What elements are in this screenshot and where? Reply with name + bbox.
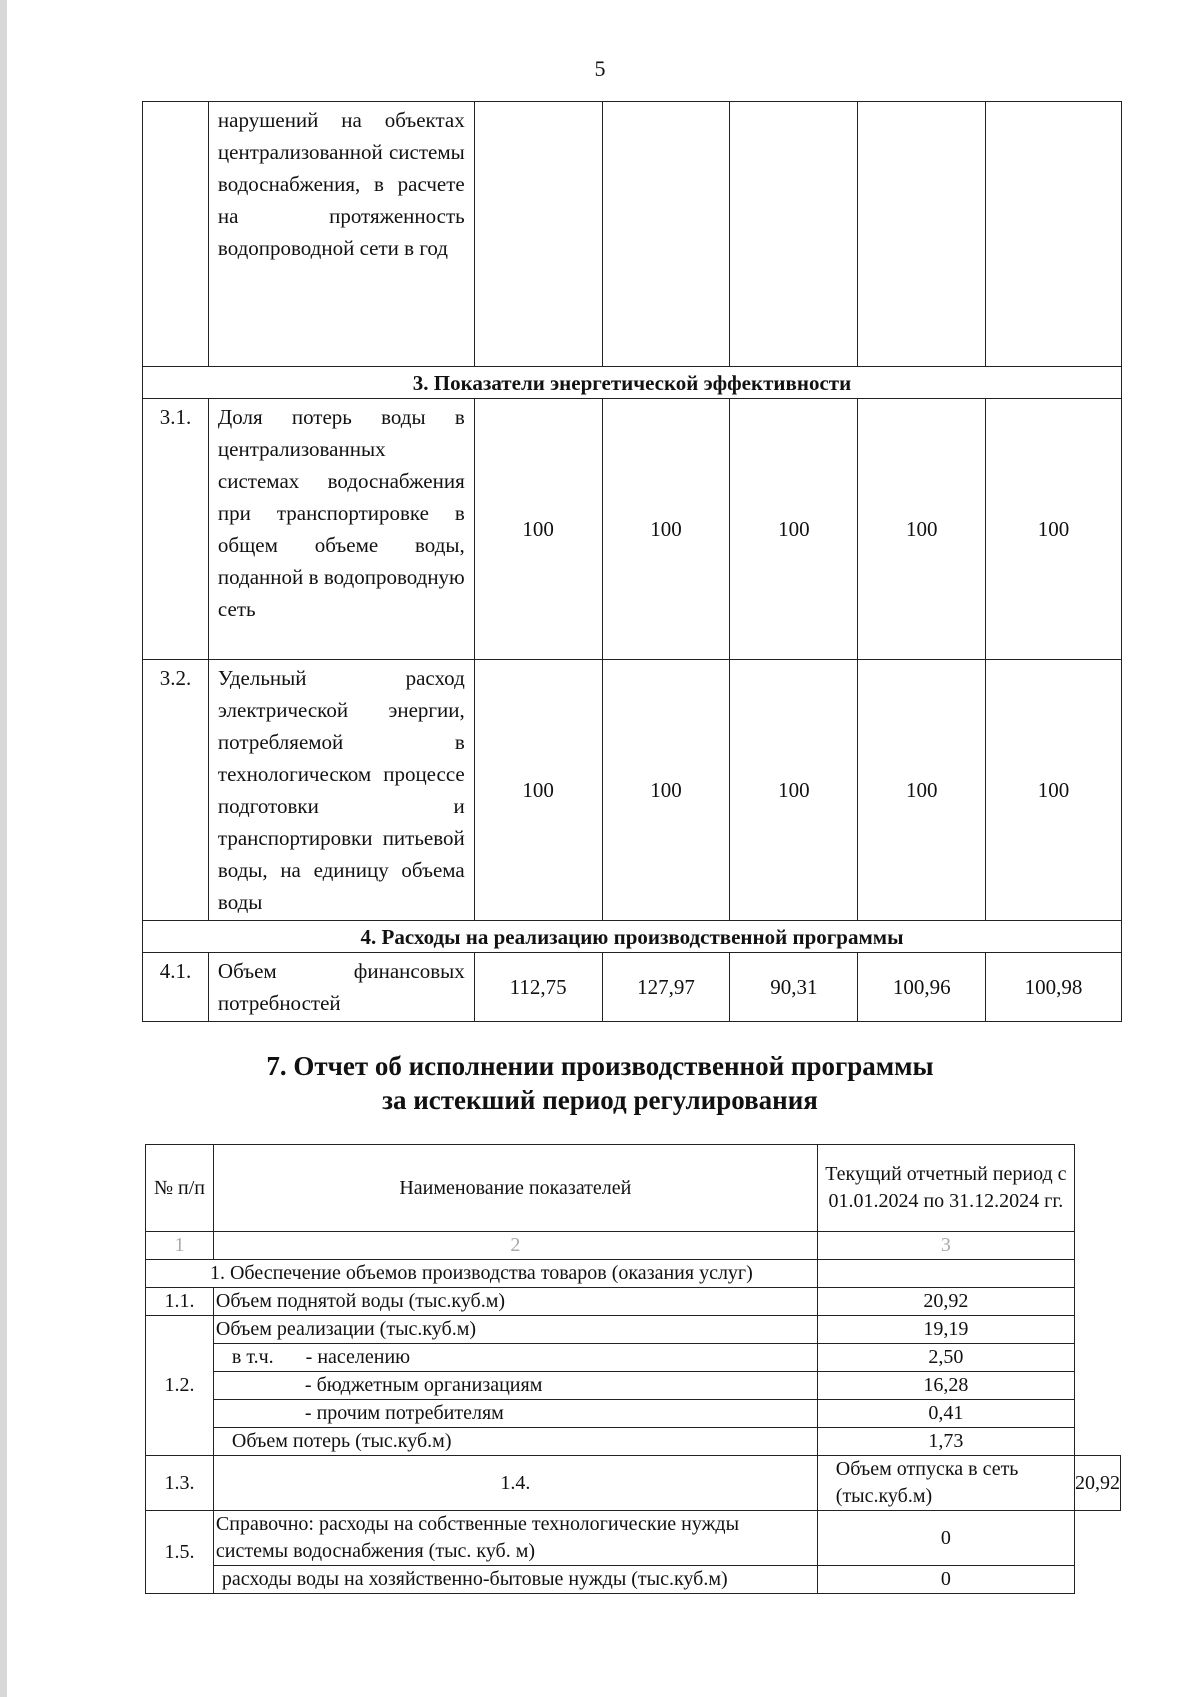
page-number: 5 bbox=[594, 56, 606, 81]
indicator-name: Справочно: расходы на собственные технологические нужды системы водоснабжения (тыс. куб. м) bbox=[213, 1511, 817, 1566]
table-row bbox=[143, 399, 1122, 660]
indicators-table bbox=[142, 101, 1122, 1022]
indicator-name: Объем отпуска в сеть (тыс.куб.м) bbox=[817, 1456, 1074, 1511]
section-title: 3. Показатели энергетической эффективности bbox=[143, 367, 1122, 399]
row-number: 4.1. bbox=[143, 953, 209, 1022]
row-number: 1.3. bbox=[146, 1456, 214, 1511]
table-row bbox=[146, 1566, 1121, 1594]
value-cell: 100 bbox=[730, 399, 858, 660]
report-table bbox=[145, 1144, 1121, 1594]
header-row bbox=[146, 1145, 1121, 1232]
table-row bbox=[146, 1456, 1121, 1511]
row-number: 1.2. bbox=[146, 1316, 214, 1456]
indicator-name: Доля потерь воды в централизованных системах водоснабжения при транспортировке в общем объеме воды, поданной в водопроводную сеть bbox=[208, 399, 474, 660]
value-cell: 100,98 bbox=[986, 953, 1122, 1022]
scan-edge bbox=[0, 0, 7, 1697]
header-col-num: № п/п bbox=[146, 1145, 214, 1232]
value-cell: 100,96 bbox=[858, 953, 986, 1022]
report-heading-line2: за истекший период регулирования bbox=[382, 1085, 818, 1115]
value-cell bbox=[858, 102, 986, 367]
value-cell: 100 bbox=[858, 399, 986, 660]
section-title: 4. Расходы на реализацию производственной программы bbox=[143, 921, 1122, 953]
indicator-name: нарушений на объектах централизованной системы водоснабжения, в расчете на протяженность водопроводной сети в год bbox=[208, 102, 474, 367]
value-cell: 20,92 bbox=[1075, 1456, 1121, 1511]
value-cell bbox=[730, 102, 858, 367]
value-cell: 16,28 bbox=[817, 1372, 1074, 1400]
row-number: 1.1. bbox=[146, 1288, 214, 1316]
index-cell: 2 bbox=[213, 1232, 817, 1260]
cell-num bbox=[143, 102, 209, 367]
value-cell: 100 bbox=[986, 399, 1122, 660]
value-cell: 19,19 bbox=[817, 1316, 1074, 1344]
table-row bbox=[146, 1372, 1121, 1400]
row-number: 1.5. bbox=[146, 1511, 214, 1594]
value-cell: 0 bbox=[817, 1511, 1074, 1566]
subrow-prefix: в т.ч. bbox=[231, 1346, 274, 1368]
table-row bbox=[143, 953, 1122, 1022]
table-row bbox=[143, 102, 1122, 367]
value-cell: 20,92 bbox=[817, 1288, 1074, 1316]
value-cell bbox=[986, 102, 1122, 367]
section-title: 1. Обеспечение объемов производства товаров (оказания услуг) bbox=[146, 1260, 818, 1288]
value-cell: 100 bbox=[474, 660, 602, 921]
value-cell: 100 bbox=[730, 660, 858, 921]
value-cell: 0,41 bbox=[817, 1400, 1074, 1428]
report-heading-line1: 7. Отчет об исполнении производственной программы bbox=[266, 1051, 934, 1081]
row-number: 1.4. bbox=[213, 1456, 817, 1511]
table-row bbox=[146, 1344, 1121, 1372]
value-cell: 100 bbox=[602, 399, 730, 660]
table-row bbox=[143, 660, 1122, 921]
section-row bbox=[143, 367, 1122, 399]
section-row bbox=[146, 1260, 1121, 1288]
value-cell: 2,50 bbox=[817, 1344, 1074, 1372]
indicator-subrow bbox=[213, 1344, 817, 1372]
value-cell bbox=[817, 1260, 1074, 1288]
value-cell bbox=[474, 102, 602, 367]
value-cell: 100 bbox=[986, 660, 1122, 921]
value-cell: 100 bbox=[602, 660, 730, 921]
index-cell: 3 bbox=[817, 1232, 1074, 1260]
value-cell: 0 bbox=[817, 1566, 1074, 1594]
header-col-period: Текущий отчетный период с 01.01.2024 по 31.12.2024 гг. bbox=[817, 1145, 1074, 1232]
indicator-name: Удельный расход электрической энергии, потребляемой в технологическом процессе подготовки и транспортировки питьевой воды, на единицу объема воды bbox=[208, 660, 474, 921]
indicator-name: расходы воды на хозяйственно-бытовые нужды (тыс.куб.м) bbox=[213, 1566, 817, 1594]
subrow-name: - прочим потребителям bbox=[213, 1400, 817, 1428]
value-cell: 100 bbox=[474, 399, 602, 660]
table-row bbox=[146, 1428, 1121, 1456]
indicator-name: Объем потерь (тыс.куб.м) bbox=[213, 1428, 817, 1456]
header-col-name: Наименование показателей bbox=[213, 1145, 817, 1232]
row-number: 3.2. bbox=[143, 660, 209, 921]
table-row bbox=[146, 1400, 1121, 1428]
indicator-name: Объем поднятой воды (тыс.куб.м) bbox=[213, 1288, 817, 1316]
value-cell: 100 bbox=[858, 660, 986, 921]
value-cell: 112,75 bbox=[474, 953, 602, 1022]
section-row bbox=[143, 921, 1122, 953]
index-row bbox=[146, 1232, 1121, 1260]
value-cell: 1,73 bbox=[817, 1428, 1074, 1456]
table-row bbox=[146, 1288, 1121, 1316]
table-row bbox=[146, 1511, 1121, 1566]
subrow-name: - населению bbox=[305, 1346, 411, 1368]
subrow-name: - бюджетным организациям bbox=[213, 1372, 817, 1400]
indicator-name: Объем реализации (тыс.куб.м) bbox=[213, 1316, 817, 1344]
value-cell bbox=[602, 102, 730, 367]
value-cell: 127,97 bbox=[602, 953, 730, 1022]
value-cell: 90,31 bbox=[730, 953, 858, 1022]
table-row bbox=[146, 1316, 1121, 1344]
index-cell: 1 bbox=[146, 1232, 214, 1260]
row-number: 3.1. bbox=[143, 399, 209, 660]
indicator-name: Объем финансовых потребностей bbox=[208, 953, 474, 1022]
